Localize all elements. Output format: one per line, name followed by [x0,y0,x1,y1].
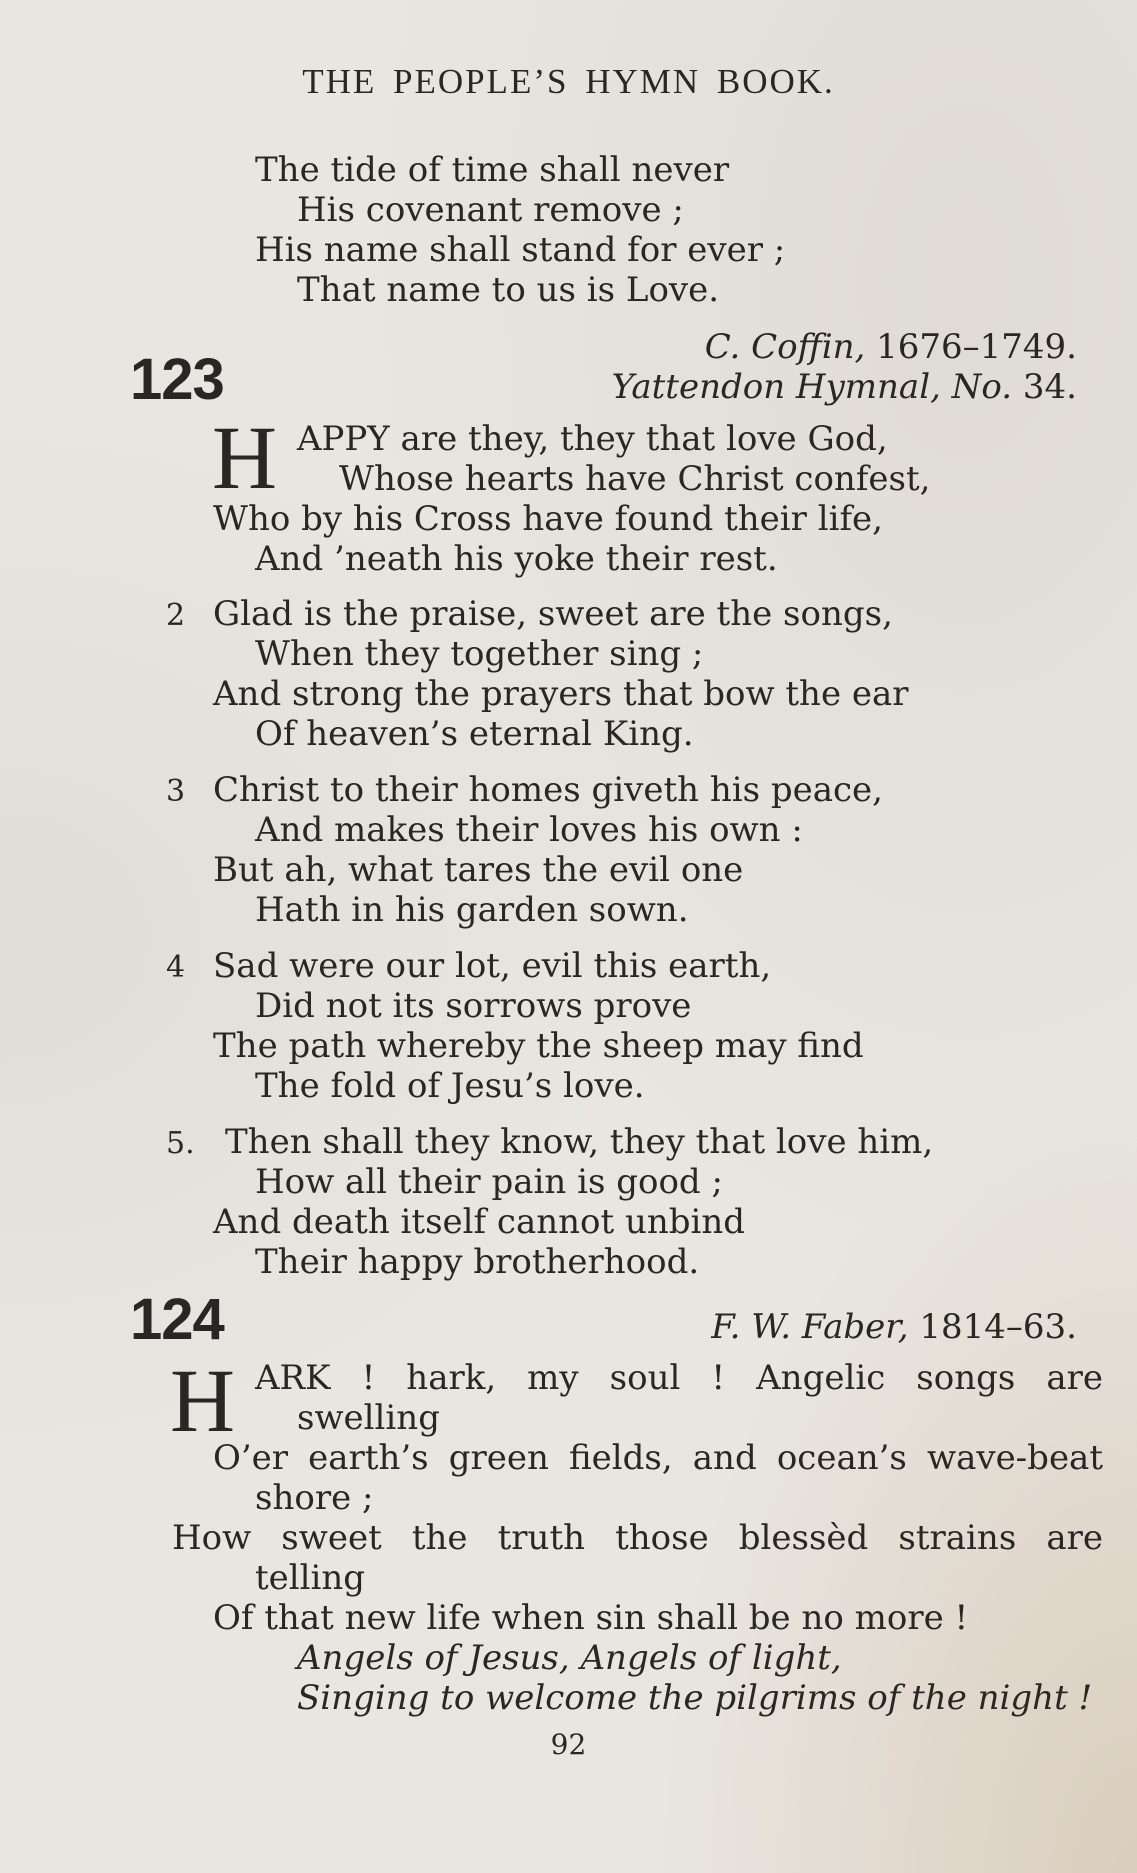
verse-line: Whose hearts have Christ confest, [339,459,931,499]
author-years: 1814–63. [919,1307,1077,1347]
verse-line: And makes their loves his own : [255,810,803,850]
verse-line: telling [255,1558,366,1598]
verse-line: Hath in his garden sown. [255,890,689,930]
verse-line: And death itself cannot unbind [213,1202,746,1242]
verse-line: Then shall they know, they that love him, [225,1122,934,1162]
verse-line: O’er earth’s green fields, and ocean’s wave-beat [213,1438,1103,1478]
verse-line: Of heaven’s eternal King. [255,714,694,754]
hymn-number: 123 [130,347,224,412]
drop-cap: H [212,409,277,508]
page-number: 92 [550,1728,587,1761]
verse-number: 2 [166,598,186,633]
verse-line: His name shall stand for ever ; [255,230,786,270]
verse-line: swelling [297,1398,440,1438]
verse-line: And ’neath his yoke their rest. [255,539,778,579]
author-name: C. Coffin, [704,327,866,367]
verse-line: The tide of time shall never [255,150,730,190]
verse-line: Who by his Cross have found their life, [213,499,883,539]
verse-number: 3 [166,774,186,809]
verse-line: Sad were our lot, evil this earth, [213,946,772,986]
verse-line: Did not its sorrows prove [255,986,692,1026]
verse-number: 5. [166,1126,195,1161]
author-name: F. W. Faber, [711,1307,909,1347]
verse-line: But ah, what tares the evil one [213,850,744,890]
verse-line: And strong the prayers that bow the ear [213,674,909,714]
hymn-number: 124 [130,1287,224,1352]
hymn-author [705,327,1077,367]
source-name: Yattendon Hymnal, No. [611,367,1013,407]
verse-line: When they together sing ; [255,634,704,674]
verse-line: APPY are they, they that love God, [297,419,888,459]
page-header: THE PEOPLE’S HYMN BOOK. [302,62,835,101]
verse-line: Their happy brotherhood. [255,1242,700,1282]
verse-line: How sweet the truth those blessèd strains are [172,1518,1103,1558]
verse-line: shore ; [255,1478,374,1518]
verse-line: How all their pain is good ; [255,1162,723,1202]
hymn-source [612,367,1077,407]
verse-line: His covenant remove ; [297,190,684,230]
verse-line: The path whereby the sheep may find [213,1026,864,1066]
verse-line: Christ to their homes giveth his peace, [213,770,883,810]
verse-line: That name to us is Love. [297,270,720,310]
verse-line: ARK ! hark, my soul ! Angelic songs are [255,1358,1103,1398]
verse-line: Glad is the praise, sweet are the songs, [213,594,893,634]
verse-line: The fold of Jesu’s love. [255,1066,645,1106]
author-years: 1676–1749. [876,327,1077,367]
verse-line: Of that new life when sin shall be no more ! [213,1598,969,1638]
hymn-author [711,1307,1077,1347]
verse-number: 4 [166,950,186,985]
drop-cap: H [170,1352,235,1451]
refrain-line: Angels of Jesus, Angels of light, [297,1638,842,1678]
refrain-line: Singing to welcome the pilgrims of the night ! [297,1678,1093,1718]
source-number: 34. [1022,367,1077,407]
